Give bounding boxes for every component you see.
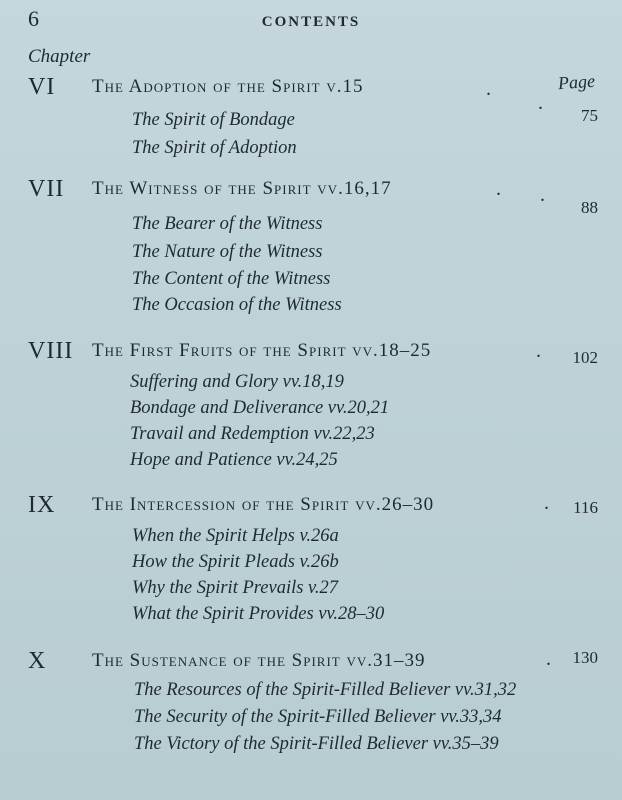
dot-leader: . <box>538 92 543 114</box>
chapter-title: The First Fruits of the Spirit vv.18–25 <box>92 340 432 361</box>
running-title: CONTENTS <box>261 14 361 30</box>
subsection-title: The Spirit of Bondage <box>132 110 295 130</box>
chapter-column-heading: Chapter <box>28 46 91 67</box>
subsection-title: The Security of the Spirit-Filled Believer vv.33,34 <box>134 707 502 727</box>
subsection-title: The Resources of the Spirit-Filled Believer vv.31,32 <box>134 680 517 700</box>
dot-leader: . <box>496 178 501 200</box>
subsection-title: What the Spirit Provides vv.28–30 <box>132 604 385 624</box>
subsection-title: Hope and Patience vv.24,25 <box>130 450 338 470</box>
chapter-page-number: 116 <box>573 498 598 517</box>
chapter-title: The Intercession of the Spirit vv.26–30 <box>92 494 435 515</box>
chapter-title: The Sustenance of the Spirit vv.31–39 <box>92 650 426 671</box>
chapter-page-number: 88 <box>581 198 598 217</box>
subsection-title: The Spirit of Adoption <box>132 138 297 158</box>
chapter-page-number: 102 <box>572 348 598 367</box>
subsection-title: The Occasion of the Witness <box>132 295 342 315</box>
chapter-numeral: IX <box>28 492 56 518</box>
dot-leader: . <box>540 184 545 206</box>
subsection-title: The Content of the Witness <box>132 269 331 289</box>
subsection-title: How the Spirit Pleads v.26b <box>132 552 339 572</box>
page-column-heading: Page <box>557 70 596 94</box>
subsection-title: The Victory of the Spirit-Filled Believer vv.35–39 <box>134 734 499 754</box>
subsection-title: Suffering and Glory vv.18,19 <box>130 372 344 392</box>
page-number: 6 <box>28 6 39 31</box>
dot-leader: . <box>486 78 491 100</box>
chapter-numeral: X <box>28 648 47 674</box>
chapter-page-number: 75 <box>581 106 598 125</box>
subsection-title: Why the Spirit Prevails v.27 <box>132 578 339 598</box>
chapter-numeral: VI <box>28 74 56 100</box>
chapter-title: The Witness of the Spirit vv.16,17 <box>92 178 392 199</box>
dot-leader: . <box>546 648 551 670</box>
dot-leader: . <box>544 492 549 514</box>
subsection-title: Bondage and Deliverance vv.20,21 <box>130 398 390 418</box>
chapter-numeral: VII <box>28 176 65 202</box>
subsection-title: The Bearer of the Witness <box>132 214 323 234</box>
chapter-numeral: VIII <box>28 338 74 364</box>
dot-leader: . <box>536 340 541 362</box>
subsection-title: When the Spirit Helps v.26a <box>132 526 339 546</box>
subsection-title: The Nature of the Witness <box>132 242 323 262</box>
chapter-page-number: 130 <box>572 648 598 667</box>
subsection-title: Travail and Redemption vv.22,23 <box>130 424 375 444</box>
chapter-title: The Adoption of the Spirit v.15 <box>92 76 364 97</box>
